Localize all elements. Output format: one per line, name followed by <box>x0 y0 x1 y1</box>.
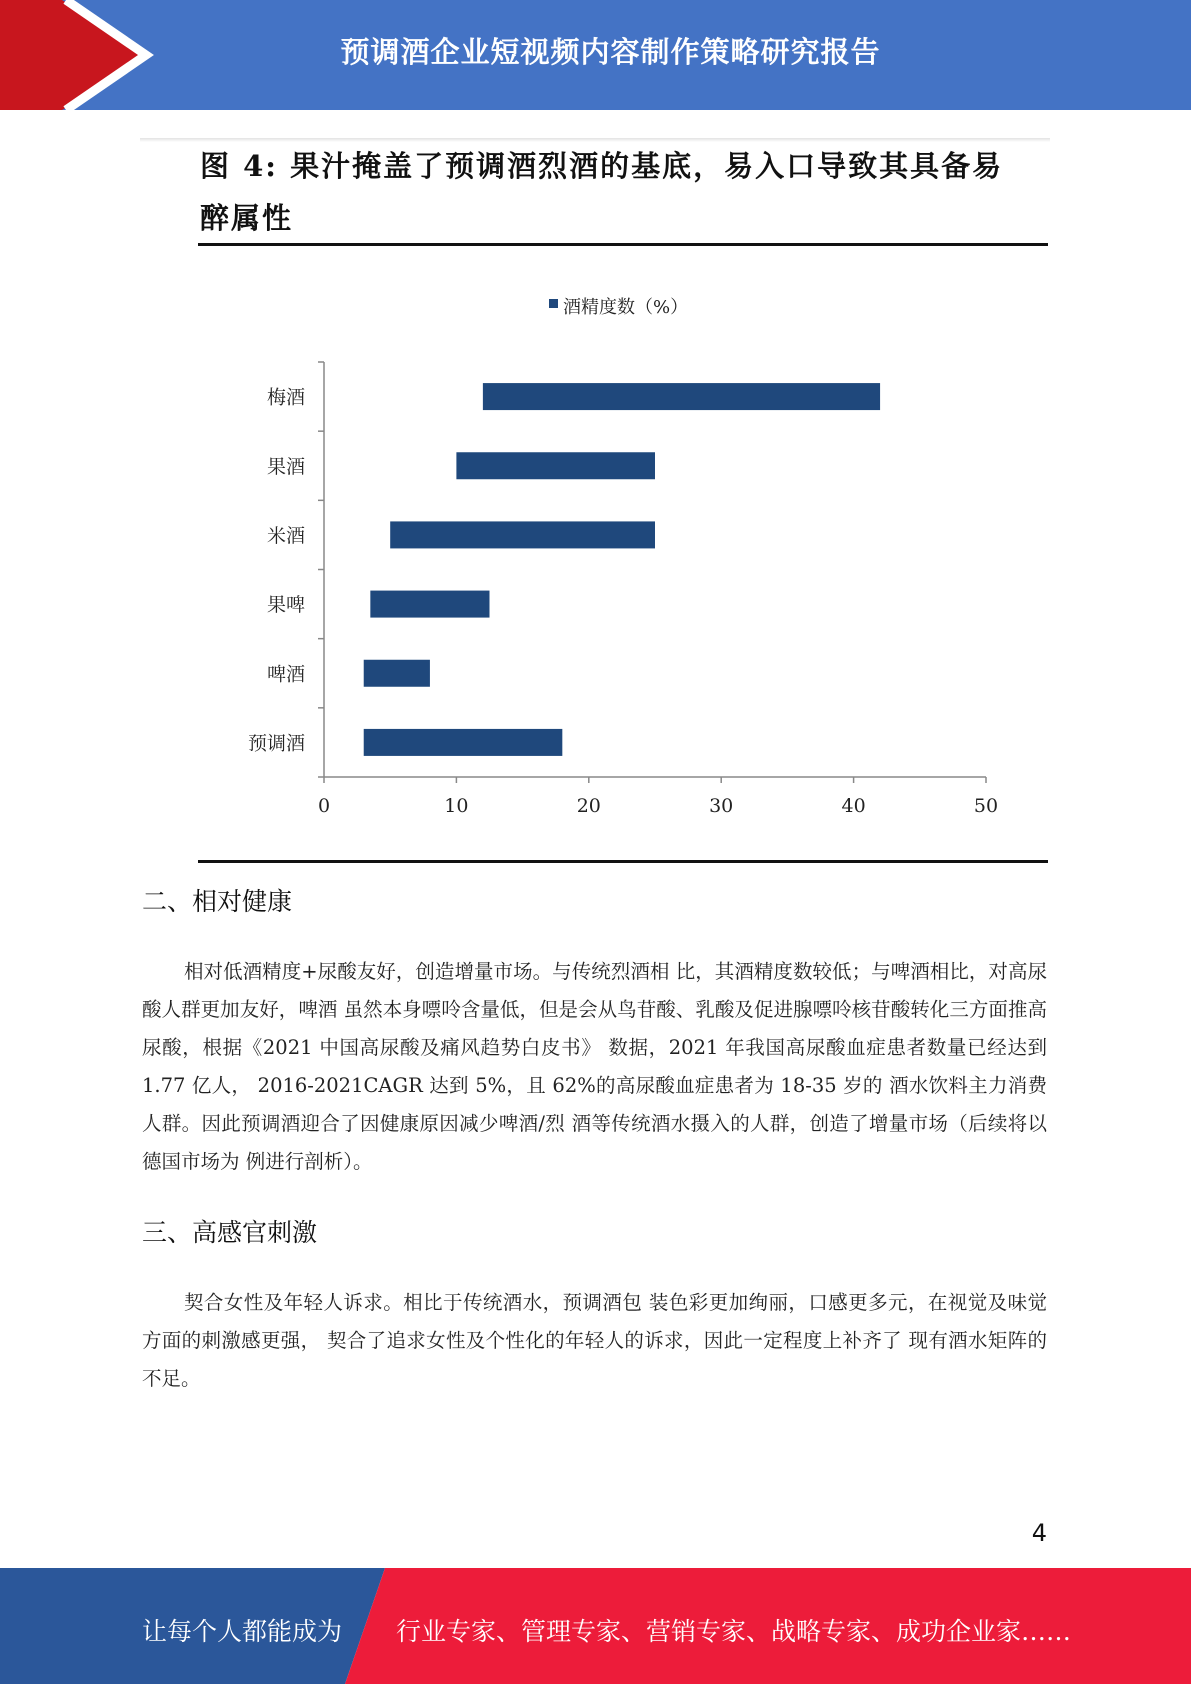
legend-label: 酒精度数（%） <box>563 297 689 318</box>
legend-swatch <box>549 299 558 308</box>
section-heading-health: 二、相对健康 <box>142 887 293 916</box>
bar-0 <box>483 383 880 410</box>
x-label-4: 40 <box>841 795 866 817</box>
x-axis-labels <box>318 795 998 817</box>
y-label-0: 梅酒 <box>266 386 305 409</box>
y-axis-ticks <box>318 362 324 777</box>
section-paragraph-sensory: 契合女性及年轻人诉求。相比于传统酒水，预调酒包 装色彩更加绚丽，口感更多元，在视觉及味觉方面的刺激感更强， 契合了追求女性及个性化的年轻人的诉求，因此一定程度上补齐了 现有酒水矩阵的不足。 <box>142 1291 1047 1390</box>
footer-banner <box>0 1568 1191 1684</box>
section-heading-sensory: 三、高感官刺激 <box>142 1218 318 1247</box>
figure-rule-bottom <box>198 860 1048 863</box>
footer-slogan-right: 行业专家、管理专家、营销专家、战略专家、成功企业家…… <box>396 1617 1072 1646</box>
figure-title-line-1: 图 4: 果汁掩盖了预调酒烈酒的基底，易入口导致其具备易 <box>200 149 1004 183</box>
x-axis-ticks <box>324 777 986 783</box>
y-label-2: 米酒 <box>266 524 305 547</box>
page-number: 4 <box>1031 1519 1047 1547</box>
y-axis-labels <box>248 387 305 755</box>
bar-4 <box>364 660 430 687</box>
footer-slogan-left: 让每个人都能成为 <box>142 1617 343 1646</box>
report-title: 预调酒企业短视频内容制作策略研究报告 <box>340 35 881 69</box>
bar-5 <box>364 729 563 756</box>
x-label-5: 50 <box>973 795 999 817</box>
chart-legend <box>549 297 688 318</box>
bar-3 <box>370 591 489 618</box>
y-label-1: 果酒 <box>266 455 305 478</box>
section-paragraph-health: 相对低酒精度+尿酸友好，创造增量市场。与传统烈酒相 比，其酒精度数较低；与啤酒相比，对高尿酸人群更加友好，啤酒 虽然本身嘌呤含量低，但是会从鸟苷酸、乳酸及促进腺嘌呤核苷酸转化三方面推高尿酸，根据《2021 中国高尿酸及痛风趋势白皮书》 数据，2021 年我国高尿酸血症患者数量已经达到 1.77 亿人， 2016-2021CAGR 达到 5%，且 62%的高尿酸血症患者为 18-35 岁的 酒水饮料主力消费人群。因此预调酒迎合了因健康原因减少啤酒/烈 酒等传统酒水摄入的人群，创造了增量市场（后续将以德国市场为 例进行剖析）。 <box>142 960 1047 1173</box>
chart-bars <box>364 383 880 756</box>
figure-title-line-2: 醉属性 <box>200 201 294 235</box>
x-label-2: 20 <box>576 795 601 817</box>
y-label-3: 果啤 <box>266 594 305 617</box>
y-label-5: 预调酒 <box>247 732 305 755</box>
bar-1 <box>456 452 655 479</box>
bar-2 <box>390 521 655 548</box>
y-label-4: 啤酒 <box>266 663 305 686</box>
x-label-0: 0 <box>317 795 331 817</box>
x-label-3: 30 <box>709 795 734 817</box>
x-label-1: 10 <box>444 795 469 817</box>
